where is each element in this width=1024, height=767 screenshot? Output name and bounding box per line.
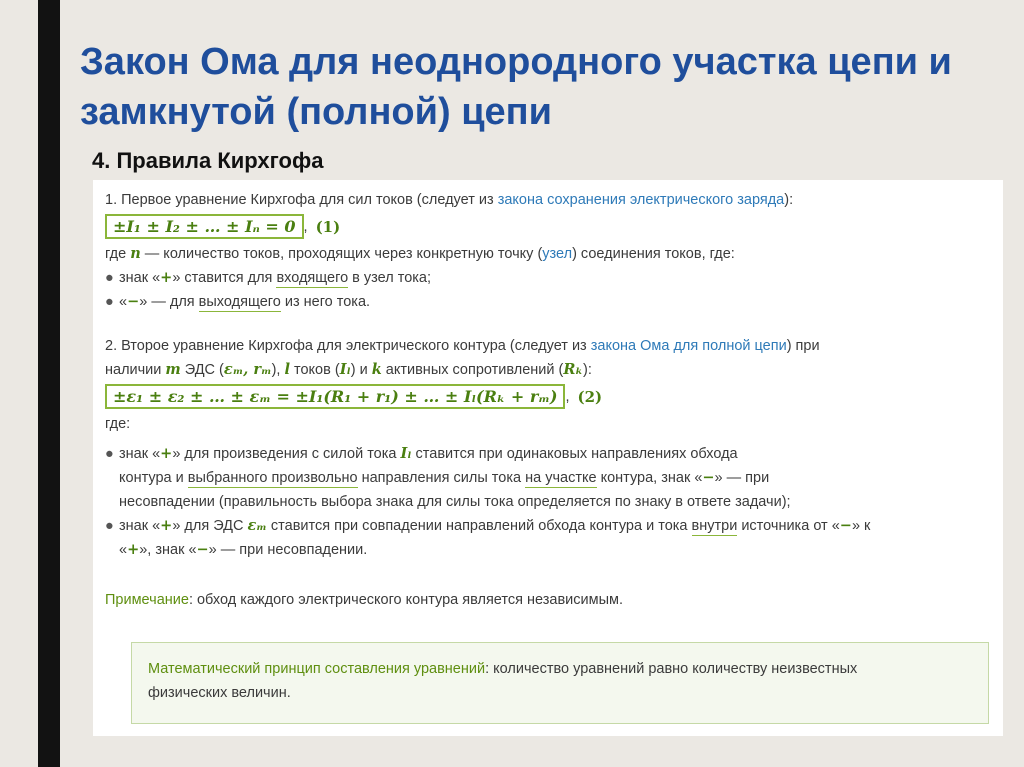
formula-2-number: (2) [577, 387, 603, 406]
kirchhoff-2-heading: 2. Второе уравнение Кирхгофа для электрического контура [105, 338, 506, 354]
slide-subtitle: 4. Правила Кирхгофа [92, 148, 324, 173]
list-item-continuation: несовпадении (правильность выбора знака для силы тока определяется по знаку в ответе задачи); [119, 494, 791, 510]
kirchhoff-1-heading: 1. Первое уравнение Кирхгофа [105, 192, 316, 208]
principle-line-2: физических величин. [148, 685, 291, 701]
principle-label: Математический принцип составления уравнений [148, 661, 486, 677]
note-line: Примечание: обход каждого электрического контура является независимым. [105, 592, 623, 608]
list-item-continuation: «+», знак «−» — при несовпадении. [119, 541, 368, 558]
kirchhoff-2-intro: 2. Второе уравнение Кирхгофа для электрического контура (следует из закона Ома для полной цепи) при [105, 338, 820, 354]
list-item: ● знак «+» для ЭДС εₘ ставится при совпадении направлений обхода контура и тока внутри источника от «−» к [105, 514, 1003, 538]
content-panel [93, 180, 1003, 736]
kirchhoff-2-params: наличии m ЭДС (εₘ, rₘ), l токов (Iₗ) и k активных сопротивлений (Rₖ): [105, 361, 592, 378]
formula-1-row: ±I₁ ± I₂ ± … ± Iₙ = 0 , (1) [105, 214, 1003, 239]
list-item: ● знак «+» для произведения с силой тока Iₗ ставится при одинаковых направлениях обхода [105, 442, 1003, 466]
ohm-law-link[interactable]: закона Ома для полной цепи [590, 338, 787, 354]
node-link[interactable]: узел [542, 246, 573, 262]
formula-2-row: ±ε₁ ± ε₂ ± … ± εₘ = ±I₁(R₁ + r₁) ± … ± Iₗ(Rₖ + rₘ) , (2) [105, 384, 1003, 409]
kirchhoff-1-where: где n — количество токов, проходящих через конкретную точку (узел) соединения токов, где: [105, 245, 735, 262]
list-item: ● знак «+» ставится для входящего в узел тока; [105, 266, 1003, 290]
kirchhoff-1-formula: ±I₁ ± I₂ ± … ± Iₙ = 0 [105, 214, 304, 239]
kirchhoff-1-intro: 1. Первое уравнение Кирхгофа для сил токов (следует из закона сохранения электрического заряда): [105, 192, 794, 208]
bullet-icon: ● [105, 270, 114, 286]
bullet-icon: ● [105, 294, 114, 310]
kirchhoff-2-formula: ±ε₁ ± ε₂ ± … ± εₘ = ±I₁(R₁ + r₁) ± … ± Iₗ(Rₖ + rₘ) [105, 384, 565, 409]
charge-conservation-link[interactable]: закона сохранения электрического заряда [497, 192, 785, 208]
slide-title: Закон Ома для неоднородного участка цепи и замкнутой (полной) цепи [80, 41, 952, 133]
bullet-icon: ● [105, 446, 114, 462]
bullet-icon: ● [105, 518, 114, 534]
formula-1-number: (1) [315, 217, 341, 236]
left-decorative-bar [38, 0, 60, 767]
principle-line-1: Математический принцип составления уравнений: количество уравнений равно количеству неизвестных [148, 661, 858, 677]
principle-box [131, 642, 989, 724]
note-label: Примечание [105, 592, 189, 608]
list-item: ● «−» — для выходящего из него тока. [105, 290, 1003, 314]
list-item-continuation: контура и выбранного произвольно направления силы тока на участке контура, знак «−» — при [119, 469, 770, 486]
kirchhoff-2-where: где: [105, 416, 131, 432]
